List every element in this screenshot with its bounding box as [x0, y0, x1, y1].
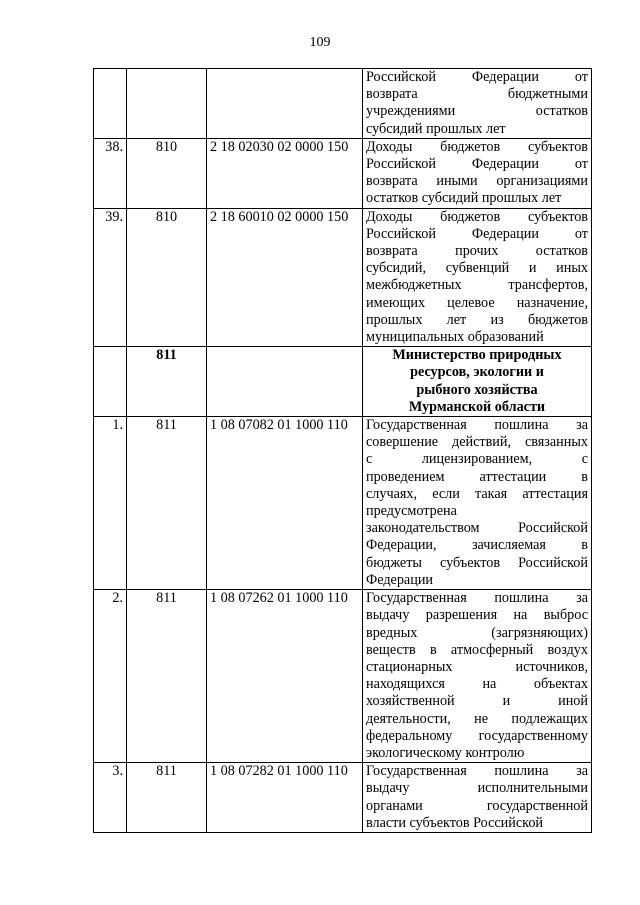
revenue-code-cell: 1 08 07282 01 1000 110	[207, 763, 363, 833]
revenue-name-line: вредных (загрязняющих)	[366, 624, 588, 641]
revenue-name-line: возврата иными организациями	[366, 173, 588, 190]
revenue-name-line: Доходы бюджетов субъектов	[366, 138, 588, 155]
row-number-cell: 1.	[94, 417, 127, 590]
revenue-name-line: субсидий, субвенций и иных	[366, 260, 588, 277]
revenue-name-line: рыбного хозяйства	[416, 381, 538, 398]
revenue-name-line: экологическому контролю	[366, 744, 525, 761]
revenue-name-cell	[363, 208, 592, 347]
revenue-name-line: федеральному государственному	[366, 727, 588, 744]
revenue-name-line: возврата бюджетными	[366, 86, 588, 103]
table-row	[94, 590, 592, 763]
revenue-codes-table	[93, 68, 592, 833]
table-row	[94, 417, 592, 590]
revenue-name-line: учреждениями остатков	[366, 103, 588, 120]
table-row	[94, 208, 592, 347]
administrator-code-cell: 811	[127, 417, 207, 590]
administrator-code-cell: 811	[127, 347, 207, 417]
table-row	[94, 138, 592, 208]
revenue-name-line: межбюджетных трансфертов,	[366, 277, 588, 294]
section-header-row	[94, 347, 592, 417]
administrator-code-cell: 811	[127, 763, 207, 833]
revenue-code-cell	[207, 347, 363, 417]
administrator-code-cell: 811	[127, 590, 207, 763]
revenue-name-line: остатков субсидий прошлых лет	[366, 190, 562, 207]
revenue-name-line: деятельности, не подлежащих	[366, 710, 588, 727]
revenue-name-line: Мурманской области	[408, 398, 546, 415]
revenue-name-line: выдачу разрешения на выброс	[366, 607, 588, 624]
revenue-name-line: муниципальных образований	[366, 329, 544, 346]
revenue-name-line: Государственная пошлина за	[366, 417, 588, 434]
revenue-name-line: Федерации	[366, 571, 434, 588]
revenue-name-line: Доходы бюджетов субъектов	[366, 208, 588, 225]
revenue-name-line: Государственная пошлина за	[366, 763, 588, 780]
revenue-name-line: власти субъектов Российской	[366, 814, 544, 831]
revenue-name-cell	[363, 138, 592, 208]
page-number: 109	[309, 35, 331, 50]
revenue-name-cell	[363, 347, 592, 417]
row-number-cell	[94, 347, 127, 417]
revenue-name-cell	[363, 69, 592, 139]
revenue-name-line: Российской Федерации от	[366, 69, 588, 85]
revenue-name-cell	[363, 417, 592, 590]
administrator-code-cell: 810	[127, 208, 207, 347]
revenue-name-cell	[363, 590, 592, 763]
revenue-code-cell: 1 08 07262 01 1000 110	[207, 590, 363, 763]
revenue-code-cell	[207, 69, 363, 139]
row-number-cell: 38.	[94, 138, 127, 208]
revenue-code-cell: 2 18 02030 02 0000 150	[207, 138, 363, 208]
revenue-name-line: выдачу исполнительными	[366, 780, 588, 797]
revenue-name-line: находящихся на объектах	[366, 676, 588, 693]
revenue-name-line: Министерство природных	[392, 347, 562, 364]
revenue-name-line: Российской Федерации от	[366, 156, 588, 173]
revenue-name-line: органами государственной	[366, 797, 588, 814]
revenue-name-line: законодательством Российской	[366, 520, 588, 537]
row-number-cell: 39.	[94, 208, 127, 347]
revenue-name-cell	[363, 763, 592, 833]
revenue-name-line: с лицензированием, с	[366, 451, 588, 468]
row-number-cell: 2.	[94, 590, 127, 763]
row-number-cell: 3.	[94, 763, 127, 833]
revenue-name-line: Государственная пошлина за	[366, 590, 588, 607]
revenue-name-line: Российской Федерации от	[366, 225, 588, 242]
revenue-name-line: Федерации, зачисляемая в	[366, 537, 588, 554]
table-row	[94, 763, 592, 833]
revenue-name-line: случаях, если такая аттестация	[366, 485, 588, 502]
revenue-name-line: имеющих целевое назначение,	[366, 294, 588, 311]
revenue-name-line: веществ в атмосферный воздух	[366, 641, 588, 658]
revenue-name-line: возврата прочих остатков	[366, 243, 588, 260]
revenue-name-line: хозяйственной и иной	[366, 693, 588, 710]
revenue-name-line: предусмотрена	[366, 503, 457, 520]
revenue-name-line: ресурсов, экологии и	[410, 364, 544, 381]
revenue-name-line: совершение действий, связанных	[366, 434, 588, 451]
revenue-code-cell: 2 18 60010 02 0000 150	[207, 208, 363, 347]
revenue-name-line: бюджеты субъектов Российской	[366, 554, 588, 571]
revenue-name-line: субсидий прошлых лет	[366, 120, 506, 137]
administrator-code-cell	[127, 69, 207, 139]
revenue-name-line: стационарных источников,	[366, 658, 588, 675]
revenue-code-cell: 1 08 07082 01 1000 110	[207, 417, 363, 590]
revenue-name-line: проведением аттестации в	[366, 468, 588, 485]
administrator-code-cell: 810	[127, 138, 207, 208]
table-row	[94, 69, 592, 139]
row-number-cell	[94, 69, 127, 139]
revenue-name-line: прошлых лет из бюджетов	[366, 311, 588, 328]
